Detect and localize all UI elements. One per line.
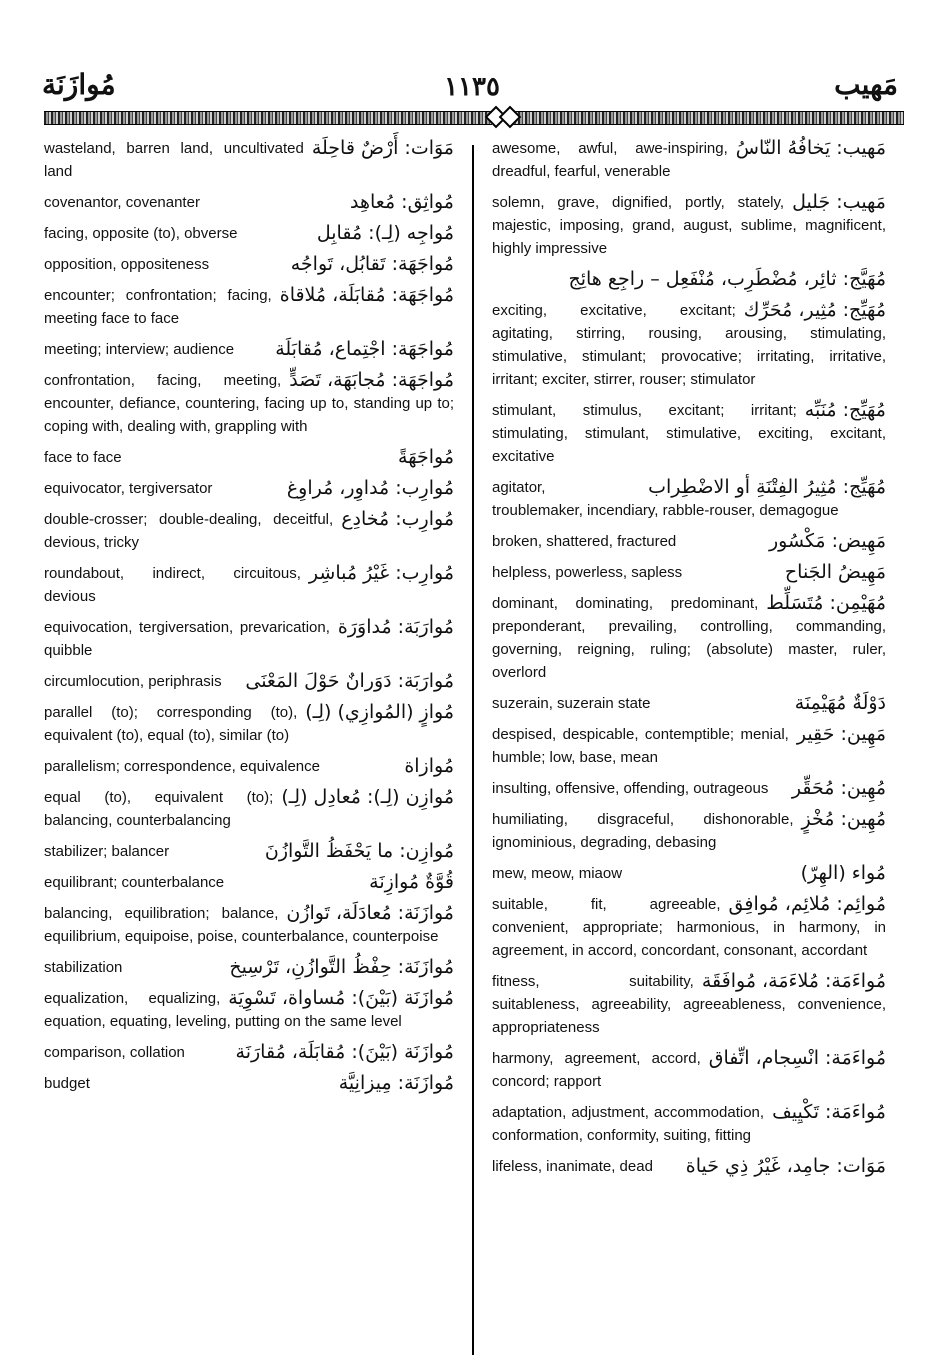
dictionary-entry	[492, 476, 886, 522]
arabic-headword: مُواجَهَة: مُقابَلَة، مُلاقاة	[279, 284, 454, 306]
english-definition: insulting, offensive, offending, outrageous	[492, 780, 769, 797]
arabic-headword: مُهَيِّج: مُثِير، مُحَرِّك	[743, 299, 886, 321]
dictionary-entry	[44, 1072, 454, 1095]
dictionary-entry	[44, 987, 454, 1033]
arabic-headword: مَوَات: جامِد، غَيْرُ ذِي حَياة	[685, 1155, 886, 1177]
arabic-headword: مُوارِب: مُداوِر، مُراوِغ	[286, 477, 454, 499]
arabic-headword: مَوَات: أَرْضٌ قاحِلَة	[311, 137, 454, 159]
english-definition: dominant, dominating, predominant, preponderant, prevailing, controlling, commanding, governing, reigning, ruling; (absolute) master, ruler, overlord	[492, 595, 886, 681]
dictionary-entry	[492, 1101, 886, 1147]
english-definition: equal (to), equivalent (to); balancing, counterbalancing	[44, 789, 274, 829]
english-definition: encounter; confrontation; facing, meeting face to face	[44, 287, 272, 327]
english-definition: balancing, equilibration; balance, equilibrium, equipoise, poise, counterbalance, counterpoise	[44, 905, 439, 945]
english-definition: equivocator, tergiversator	[44, 480, 213, 497]
arabic-headword: مَهيب: جَليل	[792, 191, 886, 213]
arabic-headword: مُوارَبَة: دَوَرانٌ حَوْلَ المَعْنَى	[245, 670, 454, 692]
dictionary-entry	[492, 137, 886, 183]
page-number: ١١٣٥	[444, 72, 500, 101]
dictionary-entry	[492, 808, 886, 854]
dictionary-entry	[492, 862, 886, 885]
arabic-headword: مُوازَنَة: مُعادَلَة، تَوازُن	[286, 902, 454, 924]
header-left-guide-word: مُوازَنَة	[42, 70, 116, 101]
english-definition: agitator, troublemaker, incendiary, rabble-rouser, demagogue	[492, 479, 839, 519]
english-definition: parallelism; correspondence, equivalence	[44, 758, 320, 775]
arabic-headword: مُواء (الهِرّ)	[800, 862, 886, 884]
dictionary-entry	[44, 191, 454, 214]
arabic-headword: مُهَيَّج: ثائِر، مُضْطَرِب، مُنْفَعِل – راجِع هائِج	[568, 268, 886, 290]
english-definition: equilibrant; counterbalance	[44, 874, 225, 891]
arabic-headword: مُوازَنَة: حِفْظُ التَّوازُنِ، تَرْسِيخ	[229, 956, 454, 978]
english-definition: covenantor, covenanter	[44, 194, 200, 211]
dictionary-entry	[44, 446, 454, 469]
english-definition: solemn, grave, dignified, portly, stately, majestic, imposing, grand, august, sublime, magnificent, highly impressive	[492, 194, 886, 257]
arabic-headword: مُوازٍ (المُوازِي) (لِـ)	[305, 701, 454, 723]
dictionary-entry	[492, 191, 886, 260]
english-definition: adaptation, adjustment, accommodation, conformation, conformity, suiting, fitting	[492, 1104, 765, 1144]
dictionary-entry	[44, 284, 454, 330]
dictionary-entry	[44, 755, 454, 778]
right-column	[492, 137, 886, 1186]
dictionary-entry	[44, 222, 454, 245]
english-definition: double-crosser; double-dealing, deceitful, devious, tricky	[44, 511, 334, 551]
arabic-headword: مُواءَمَة: انْسِجام، اتِّفاق	[708, 1047, 886, 1069]
english-definition: roundabout, indirect, circuitous, devious	[44, 565, 301, 605]
english-definition: parallel (to); corresponding (to), equivalent (to), equal (to), similar (to)	[44, 704, 298, 744]
english-definition: suitable, fit, agreeable, convenient, appropriate; harmonious, in harmony, in agreement, in accord, concordant, consonant, accordant	[492, 896, 886, 959]
english-definition: meeting; interview; audience	[44, 341, 235, 358]
arabic-headword: مُواءَمَة: تَكْيِيف	[772, 1101, 886, 1123]
arabic-headword: مُهِين: مُخْزٍ	[801, 808, 886, 830]
dictionary-entry	[492, 592, 886, 684]
english-definition: stabilization	[44, 959, 123, 976]
english-definition: stabilizer; balancer	[44, 843, 170, 860]
arabic-headword: مُوازَنَة (بَيْنَ): مُساواة، تَسْوِيَة	[228, 987, 454, 1009]
arabic-headword: مَهِيض: مَكْسُور	[769, 530, 886, 552]
dictionary-entry	[44, 477, 454, 500]
dictionary-entry	[492, 692, 886, 715]
dictionary-entry	[44, 508, 454, 554]
english-definition: budget	[44, 1075, 90, 1092]
dictionary-entry	[44, 369, 454, 438]
dictionary-entry	[44, 616, 454, 662]
dictionary-entry	[44, 701, 454, 747]
english-definition: facing, opposite (to), obverse	[44, 225, 238, 242]
arabic-headword: مُوازَنَة: مِيزانِيَّة	[338, 1072, 454, 1094]
arabic-headword: مُواجِه (لِـ): مُقابِل	[316, 222, 454, 244]
arabic-headword: مُواجَهَة: اجْتِماع، مُقابَلَة	[275, 338, 454, 360]
arabic-headword: مُوازِن: ما يَحْفَظُ التَّوازُنَ	[264, 840, 454, 862]
arabic-headword: مُواجَهَة: مُجابَهَة، تَصَدٍّ	[289, 369, 454, 391]
header-rule-left	[44, 111, 492, 125]
english-definition: suzerain, suzerain state	[492, 695, 651, 712]
arabic-headword: مُواجَهَةً	[398, 446, 454, 468]
dictionary-entry	[492, 299, 886, 391]
arabic-headword: مُهَيْمِن: مُتَسَلِّط	[766, 592, 886, 614]
english-definition: humiliating, disgraceful, dishonorable, ignominious, degrading, debasing	[492, 811, 794, 851]
dictionary-entry	[492, 1047, 886, 1093]
arabic-headword: مُواجَهَة: تَقابُل، تَواجُه	[290, 253, 454, 275]
arabic-headword: مُواءَمَة: مُلاءَمَة، مُوافَقَة	[701, 970, 886, 992]
arabic-headword: مُوارَبَة: مُداوَرَة	[337, 616, 454, 638]
english-definition: broken, shattered, fractured	[492, 533, 677, 550]
arabic-headword: مُوارِب: مُخادِع	[341, 508, 454, 530]
dictionary-entry	[44, 1041, 454, 1064]
dictionary-entry	[492, 530, 886, 553]
dictionary-entry	[492, 561, 886, 584]
english-definition: equalization, equalizing, equation, equating, leveling, putting on the same level	[44, 990, 402, 1030]
arabic-headword: قُوَّةٌ مُوازِنَة	[369, 871, 454, 893]
dictionary-entry	[492, 723, 886, 769]
dictionary-entry	[44, 840, 454, 863]
arabic-headword: مُوائِم: مُلائِم، مُوافِق	[728, 893, 886, 915]
arabic-headword: مَهِين: حَقِير	[796, 723, 886, 745]
english-definition: helpless, powerless, sapless	[492, 564, 683, 581]
left-column	[44, 137, 454, 1103]
dictionary-entry	[492, 399, 886, 468]
english-definition: harmony, agreement, accord, concord; rapport	[492, 1050, 701, 1090]
english-definition: mew, meow, miaow	[492, 865, 623, 882]
arabic-headword: دَوْلَةٌ مُهَيْمِنَة	[794, 692, 886, 714]
arabic-headword: مُهَيِّج: مُثِيرُ الفِتْنَةِ أو الاضْطِراب	[648, 476, 886, 498]
english-definition: wasteland, barren land, uncultivated land	[44, 140, 304, 180]
arabic-headword: مُواثِق: مُعاهِد	[350, 191, 454, 213]
dictionary-entry	[44, 253, 454, 276]
dictionary-entry	[44, 871, 454, 894]
english-definition: despised, despicable, contemptible; menial, humble; low, base, mean	[492, 726, 789, 766]
arabic-headword: مُهَيِّج: مُنَبِّه	[804, 399, 886, 421]
header-rule-right	[511, 111, 904, 125]
column-divider	[472, 145, 474, 1355]
english-definition: opposition, oppositeness	[44, 256, 210, 273]
dictionary-entry	[492, 1155, 886, 1178]
arabic-headword: مَهيب: يَخافُهُ النّاسُ	[735, 137, 886, 159]
english-definition: fitness, suitability, suitableness, agreeability, agreeableness, convenience, appropriateness	[492, 973, 886, 1036]
arabic-headword: مَهِيضُ الجَناح	[784, 561, 886, 583]
dictionary-entry	[492, 893, 886, 962]
dictionary-entry	[44, 902, 454, 948]
dictionary-entry	[492, 970, 886, 1039]
arabic-headword: مُوازاة	[404, 755, 454, 777]
english-definition: exciting, excitative, excitant; agitating, stirring, rousing, arousing, stimulating, stimulative, stimulant; provocative; irritating, irritative, irritant; exciter, stirrer, rouser; stimulator	[492, 302, 886, 388]
arabic-headword: مُوازَنَة (بَيْنَ): مُقابَلَة، مُقارَنَة	[235, 1041, 454, 1063]
english-definition: awesome, awful, awe-inspiring, dreadful, fearful, venerable	[492, 140, 728, 180]
dictionary-entry	[44, 338, 454, 361]
arabic-headword: مُهِين: مُحَقِّر	[791, 777, 886, 799]
arabic-headword: مُوارِب: غَيْرُ مُباشِر	[308, 562, 454, 584]
english-definition: comparison, collation	[44, 1044, 185, 1061]
english-definition: stimulant, stimulus, excitant; irritant; stimulating, stimulant, stimulative, exciting, excitant, excitative	[492, 402, 886, 465]
english-definition: face to face	[44, 449, 122, 466]
english-definition: lifeless, inanimate, dead	[492, 1158, 653, 1175]
dictionary-entry	[44, 670, 454, 693]
dictionary-entry	[44, 956, 454, 979]
dictionary-entry	[44, 786, 454, 832]
header-right-guide-word: مَهيب	[834, 70, 898, 101]
english-definition: confrontation, facing, meeting, encounter, defiance, countering, facing up to, standing up to; coping with, dealing with, grappling with	[44, 372, 454, 435]
dictionary-entry	[492, 777, 886, 800]
arabic-headword: مُوازِن (لِـ): مُعادِل (لِـ)	[281, 786, 454, 808]
dictionary-entry	[44, 562, 454, 608]
dictionary-entry	[492, 268, 886, 291]
english-definition: equivocation, tergiversation, prevarication, quibble	[44, 619, 330, 659]
english-definition: circumlocution, periphrasis	[44, 673, 222, 690]
dictionary-entry	[44, 137, 454, 183]
